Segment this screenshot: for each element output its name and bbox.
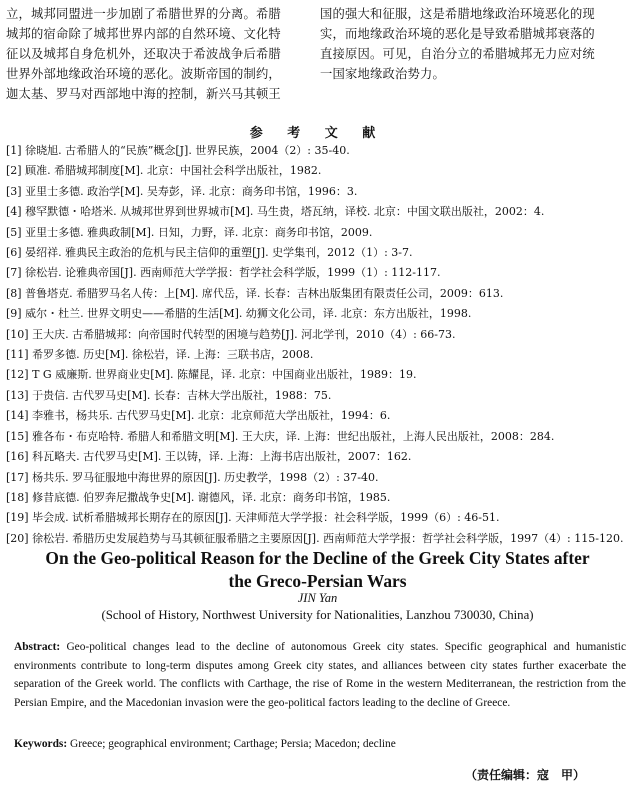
- english-title-line: the Greco-Persian Wars: [228, 571, 407, 591]
- reference-text: 希罗多德. 历史[M]. 徐松岩，译. 上海：三联书店，2008.: [32, 348, 314, 362]
- reference-text: 亚里士多德. 雅典政制[M]. 日知，力野，译. 北京：商务印书馆，2009.: [25, 225, 373, 239]
- reference-number: [4]: [6, 205, 22, 219]
- body-line: 世界外部地缘政治环境的恶化。波斯帝国的制约，: [6, 67, 281, 81]
- reference-item: [6, 468, 624, 488]
- author-affiliation: (School of History, Northwest University for Nationalities, Lanzhou 730030, China): [101, 608, 534, 622]
- reference-item: [6, 202, 624, 222]
- body-line: 迦太基、罗马对西部地中海的控制，新兴马其顿王: [6, 87, 281, 101]
- reference-number: [9]: [6, 307, 22, 321]
- reference-item: [6, 182, 624, 202]
- reference-number: [1]: [6, 144, 22, 157]
- reference-text: T G 威廉斯. 世界商业史[M]. 陈耀昆，译. 北京：中国商业出版社，1989：19.: [32, 368, 417, 382]
- body-line: 直接原因。可见，自治分立的希腊城邦无力应对统: [320, 47, 595, 61]
- reference-text: 毕会成. 试析希腊城邦长期存在的原因[J]. 天津师范大学学报：社会科学版，1999（6）: 46-51.: [32, 511, 500, 525]
- reference-number: [2]: [6, 164, 22, 178]
- reference-text: 威尔・杜兰. 世界文明史——希腊的生活[M]. 幼狮文化公司，译. 北京：东方出版社，1998.: [25, 307, 472, 321]
- body-line: 立，城邦同盟进一步加剧了希腊世界的分离。希腊: [6, 7, 281, 21]
- body-line: 城邦的宿命除了城邦世界内部的自然环境、文化特: [6, 27, 281, 41]
- reference-number: [19]: [6, 511, 29, 525]
- body-line: 征以及城邦自身危机外，还取决于希波战争后希腊: [6, 47, 281, 61]
- reference-item: [6, 447, 624, 467]
- reference-text: 穆罕默德・哈塔米. 从城邦世界到世界城市[M]. 马生贵，塔瓦纳，译校. 北京：中国文联出版社，2002：4.: [25, 205, 545, 219]
- reference-text: 王大庆. 古希腊城邦：向帝国时代转型的困境与趋势[J]. 河北学刊，2010（4）: 66-73.: [32, 327, 456, 341]
- reference-number: [6]: [6, 246, 22, 260]
- reference-number: [20]: [6, 531, 29, 545]
- reference-number: [16]: [6, 450, 29, 464]
- reference-text: 杨共乐. 罗马征服地中海世界的原因[J]. 历史教学，1998（2）: 37-40.: [32, 470, 379, 484]
- editor-note: （责任编辑：寇 甲）: [465, 768, 586, 782]
- reference-item: [6, 161, 624, 181]
- reference-item: [6, 365, 624, 385]
- abstract: [14, 638, 626, 712]
- left-body-column: [6, 4, 300, 104]
- english-title-line: On the Geo-political Reason for the Decline of the Greek City States after: [45, 548, 590, 568]
- reference-number: [15]: [6, 429, 29, 443]
- abstract-text: Geo-political changes lead to the decline of autonomous Greek city states. Specific geographical and humanistic environments contribute to long-term disputes among Greek city states, and alliances between city states further exacerbate the separation of the Greek world. The conflicts with Carthage, the rise of Rome in the western Mediterranean, the restriction from the Persian Empire, and the Macedonian invasion were the geo-political factors leading to the decline of Greece.: [14, 641, 626, 709]
- reference-number: [3]: [6, 184, 22, 198]
- author-name: JIN Yan: [297, 591, 338, 605]
- reference-number: [7]: [6, 266, 22, 280]
- references-heading: 参 考 文 献: [249, 126, 386, 141]
- reference-item: [6, 508, 624, 528]
- reference-item: [6, 427, 624, 447]
- reference-number: [18]: [6, 490, 29, 504]
- reference-number: [11]: [6, 348, 29, 362]
- reference-number: [5]: [6, 225, 22, 239]
- reference-number: [12]: [6, 368, 29, 382]
- reference-text: 顾准. 希腊城邦制度[M]. 北京：中国社会科学出版社，1982.: [25, 164, 322, 178]
- reference-text: 雅各布・布克哈特. 希腊人和希腊文明[M]. 王大庆，译. 上海：世纪出版社，上海人民出版社，2008：284.: [32, 429, 555, 443]
- reference-item: [6, 304, 624, 324]
- abstract-label: Abstract:: [14, 641, 61, 653]
- reference-text: 普鲁塔克. 希腊罗马名人传：上[M]. 席代岳，译. 长春：吉林出版集团有限责任公司，2009：613.: [25, 286, 504, 300]
- right-body-column: [320, 4, 622, 84]
- reference-item: [6, 325, 624, 345]
- reference-text: 晏绍祥. 雅典民主政治的危机与民主信仰的重塑[J]. 史学集刊，2012（1）: 3-7.: [25, 246, 413, 260]
- reference-text: 亚里士多德. 政治学[M]. 吴寿彭，译. 北京：商务印书馆，1996：3.: [25, 184, 358, 198]
- reference-list: [6, 141, 624, 549]
- reference-item: [6, 223, 624, 243]
- reference-item: [6, 345, 624, 365]
- reference-text: 修昔底德. 伯罗奔尼撒战争史[M]. 谢德风，译. 北京：商务印书馆，1985.: [32, 490, 391, 504]
- reference-item: [6, 263, 624, 283]
- reference-text: 徐晓旭. 古希腊人的“民族”概念[J]. 世界民族，2004（2）: 35-40.: [25, 144, 350, 157]
- reference-text: 徐松岩. 希腊历史发展趋势与马其顿征服希腊之主要原因[J]. 西南师范大学学报：哲学社会科学版，1997（4）: 115-120.: [32, 531, 624, 545]
- reference-item: [6, 488, 624, 508]
- reference-item: [6, 386, 624, 406]
- reference-item: [6, 406, 624, 426]
- english-title: [0, 547, 635, 593]
- keywords: [14, 738, 626, 750]
- reference-number: [17]: [6, 470, 29, 484]
- keywords-text: Greece; geographical environment; Carthage; Persia; Macedon; decline: [70, 738, 396, 750]
- reference-number: [13]: [6, 388, 29, 402]
- body-line: 实，而地缘政治环境的恶化是导致希腊城邦衰落的: [320, 27, 595, 41]
- reference-item: [6, 141, 624, 161]
- body-line: 一国家地缘政治势力。: [320, 67, 445, 81]
- keywords-label: Keywords:: [14, 738, 68, 750]
- reference-number: [8]: [6, 286, 22, 300]
- reference-item: [6, 243, 624, 263]
- reference-text: 于贵信. 古代罗马史[M]. 长春：吉林大学出版社，1988：75.: [32, 388, 332, 402]
- reference-text: 徐松岩. 论雅典帝国[J]. 西南师范大学学报：哲学社会科学版，1999（1）: 112-117.: [25, 266, 441, 280]
- reference-number: [14]: [6, 409, 29, 423]
- reference-text: 李雅书，杨共乐. 古代罗马史[M]. 北京：北京师范大学出版社，1994：6.: [32, 409, 391, 423]
- reference-text: 科瓦略夫. 古代罗马史[M]. 王以铸，译. 上海：上海书店出版社，2007：162.: [32, 450, 412, 464]
- reference-number: [10]: [6, 327, 29, 341]
- reference-item: [6, 284, 624, 304]
- body-line: 国的强大和征服，这是希腊地缘政治环境恶化的现: [320, 7, 595, 21]
